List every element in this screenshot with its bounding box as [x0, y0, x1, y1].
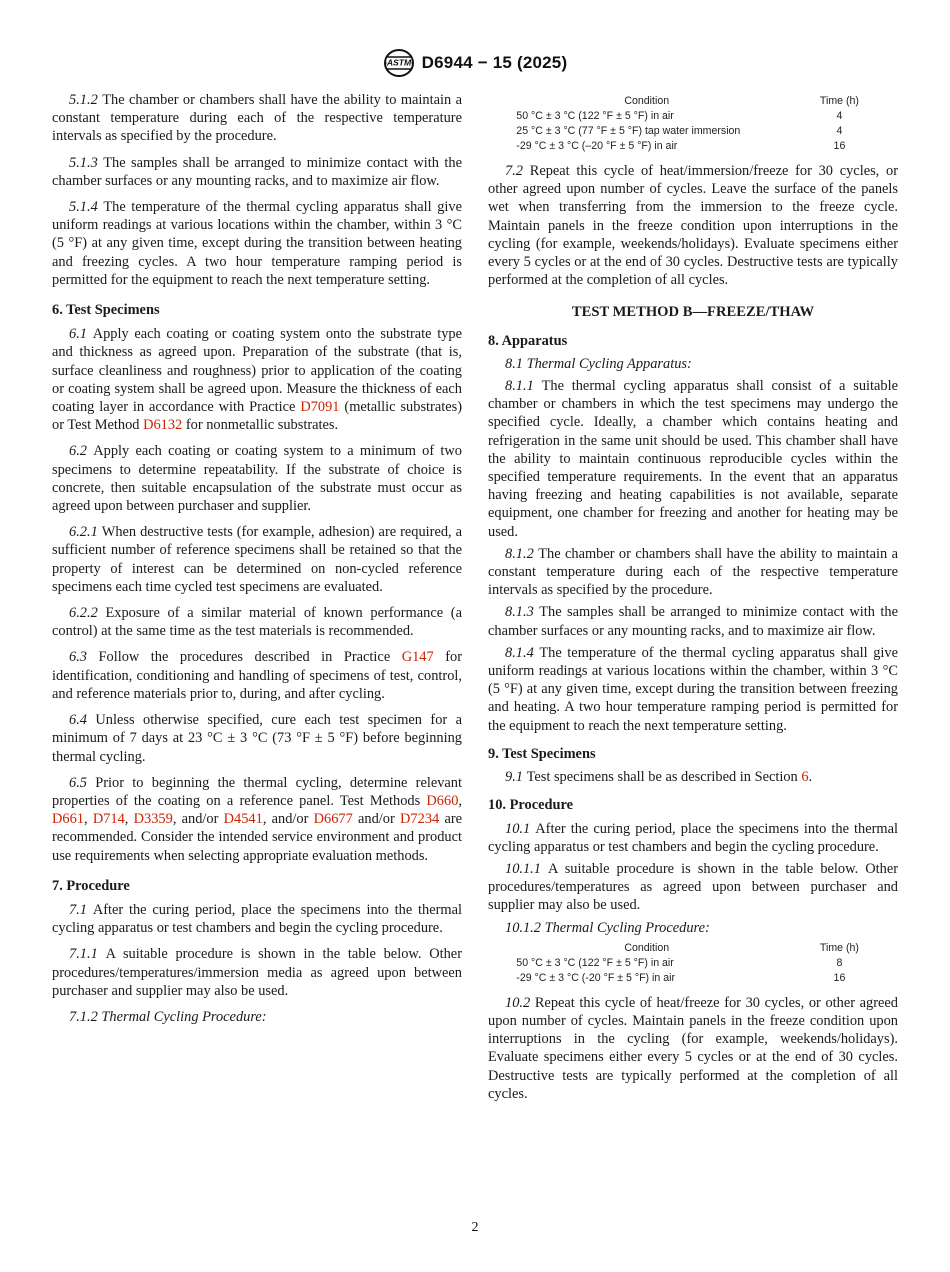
para-6-4 — [52, 711, 462, 766]
italic-run: 10.1.1 — [505, 860, 549, 877]
ref-link-D4541[interactable]: D4541 — [223, 811, 263, 828]
para-9-1 — [488, 768, 898, 786]
table-header-condition: Condition — [624, 941, 670, 954]
text-run: After the curing period, place the specimens into the thermal cycling apparatus or test chambers and begin the cycling procedure. — [52, 901, 463, 937]
italic-run: 6.3 — [69, 649, 99, 666]
text-run: The samples shall be arranged to minimize contact with the chamber surfaces or any mounting racks, and to maximize air flow. — [488, 604, 898, 639]
italic-run: 5.1.3 — [69, 154, 104, 171]
text-run: The temperature of the thermal cycling apparatus shall give uniform readings at various locations within the chamber, within 3 °C (5 °F) at any given time, except during the transition between heating and freezing cycles. A two hour temperature ramping period is permitted for the equipment to reach the next temperature setting. — [52, 199, 462, 288]
astm-logo — [383, 48, 415, 78]
italic-run: 7.2 — [505, 163, 530, 179]
ref-link-D7234[interactable]: D7234 — [400, 811, 440, 828]
para-8-1-1 — [488, 377, 898, 541]
text-run: The temperature of the thermal cycling apparatus shall give uniform readings at various locations within the chamber, within 3 °C (5 °F) at any given time, except during the transition between freezing and heating. A two hour temperature ramping period is permitted for the equipment to reach the next temperature setting. — [488, 644, 898, 734]
section-heading-8: 8. Apparatus — [488, 332, 568, 349]
text-run: Repeat this cycle of heat/immersion/freeze for 30 cycles, or other agreed upon number of cycles. Leave the surface of the panels wet when transferring from the immersion to the freeze cycle. Maintain panels in the freeze condition upon interruptions in the cycling (for example, weekends/holidays). Evaluate specimens either every 5 cycles or at the end of 30 cycles. Destructive tests are typically performed at the completion of all cycles. — [488, 163, 898, 289]
astm-logo-icon — [383, 48, 415, 78]
left-column — [52, 91, 462, 1107]
section-heading-7: 7. Procedure — [52, 877, 130, 894]
para-5-1-3 — [52, 154, 462, 190]
italic-run: 7.1 — [69, 901, 93, 918]
italic-run: 8.1.1 — [505, 378, 542, 395]
para-7-1-2 — [52, 1008, 462, 1026]
cell-condition: -29 °C ± 3 °C (-20 °F ± 5 °F) in air — [516, 971, 675, 984]
text-run: The thermal cycling apparatus shall consist of a suitable chamber or chambers in which the test specimens may undergo the specified cycle. Ideally, a chamber which contains heating and refrigeration in the same unit should be used. This chamber shall have the ability to maintain continuous reproducible cycles within the specified temperature requirements. In the event that an apparatus having freezing and heating capabilities is not available, separate equipment, one chamber for freezing and another for heating may be used. — [488, 378, 898, 540]
text-run: The chamber or chambers shall have the ability to maintain a constant temperature during each of the respective temperature intervals as specified by the procedure. — [488, 545, 898, 599]
text-run: Exposure of a similar material of known performance (a control) at the same time as the test materials is recommended. — [52, 605, 462, 640]
section-heading-6: 6. Test Specimens — [52, 302, 160, 319]
table-header-row — [500, 94, 885, 109]
para-7-2 — [488, 162, 898, 289]
document-body — [52, 91, 898, 1107]
section-heading-10: 10. Procedure — [488, 797, 573, 814]
text-run: , — [124, 811, 134, 828]
italic-run: 8.1.3 — [505, 604, 540, 621]
para-6-1 — [52, 325, 462, 434]
para-6-2-1 — [52, 523, 462, 596]
cell-time: 16 — [833, 140, 846, 152]
text-run: Follow the procedures described in Practice — [98, 649, 402, 666]
ref-link-D6677[interactable]: D6677 — [313, 811, 353, 828]
text-run: When destructive tests (for example, adhesion) are required, a sufficient number of reference specimens shall be retained so that the property of interest can be determined on non-cycled reference specimens each time cycled test specimens are evaluated. — [52, 524, 462, 595]
cell-condition: -29 °C ± 3 °C (–20 °F ± 5 °F) in air — [516, 140, 678, 152]
method-heading-method-b: TEST METHOD B—FREEZE/THAW — [571, 304, 815, 321]
text-run: are recommended. Consider the intended service environment and product use requirements when selecting appropriate evaluation methods. — [52, 811, 463, 864]
ref-link-D7091[interactable]: D7091 — [300, 399, 340, 416]
cell-time: 16 — [833, 971, 846, 984]
para-5-1-4 — [52, 198, 462, 289]
thermal-cycling-table-b — [500, 941, 885, 986]
table-row — [500, 956, 885, 971]
para-8-1 — [488, 355, 898, 373]
italic-run: 6.2.2 — [69, 605, 106, 622]
italic-run: 6.2.1 — [69, 524, 102, 541]
para-10-2 — [488, 994, 898, 1103]
text-run: The chamber or chambers shall have the ability to maintain a constant temperature during each of the respective temperature intervals as specified by the procedure. — [52, 92, 462, 145]
italic-run: 6.2 — [69, 443, 94, 460]
italic-run: 8.1 — [505, 355, 527, 372]
para-10-1-2 — [488, 919, 898, 937]
table-header-row — [500, 941, 885, 956]
text-run: . — [808, 769, 813, 786]
text-run: Unless otherwise specified, cure each test specimen for a minimum of 7 days at 23 °C ± 3 °C (73 °F ± 5 °F) before beginning thermal cycling. — [52, 712, 462, 765]
italic-run: 8.1.4 — [505, 644, 540, 661]
para-6-2 — [52, 442, 462, 515]
right-column — [488, 91, 898, 1107]
text-run: After the curing period, place the specimens into the thermal cycling apparatus or test chambers and begin the cycling procedure. — [488, 820, 899, 855]
table-row — [500, 109, 885, 124]
italic-run: 5.1.2 — [69, 92, 103, 108]
ref-link-D714[interactable]: D714 — [92, 811, 125, 828]
para-5-1-2 — [52, 91, 462, 146]
doc-footer — [0, 1220, 950, 1236]
italic-run: 10.1 — [505, 820, 536, 837]
para-10-1-1 — [488, 860, 898, 915]
text-run: Apply each coating or coating system to a minimum of two specimens to determine repeatability. If the substrate of choice is concrete, then suitable encapsulation of the substrate must occur as agreed upon between purchaser and supplier. — [52, 443, 462, 515]
italic-run: 9.1 — [505, 769, 527, 786]
para-6-3 — [52, 648, 462, 703]
page-number: 2 — [471, 1220, 479, 1235]
para-8-1-4 — [488, 644, 898, 735]
text-run: The samples shall be arranged to minimize contact with the chamber surfaces or any mounting racks, and to maximize air flow. — [52, 154, 462, 189]
italic-run: 8.1.2 — [505, 545, 539, 562]
ref-link-6[interactable]: 6 — [801, 769, 809, 786]
cell-condition: 25 °C ± 3 °C (77 °F ± 5 °F) tap water immersion — [516, 125, 741, 137]
text-run: Apply each coating or coating system onto the substrate type and thickness as agreed upon. Preparation of the substrate (that is, surface cleanliness and roughness) prior to application of the coating or coating system shall be agreed upon. Measure the thickness of each coating layer in accordance with Practice — [52, 326, 463, 416]
thermal-cycling-table-a — [500, 94, 885, 154]
text-run: and/or — [352, 811, 401, 828]
ref-link-D6132[interactable]: D6132 — [143, 417, 183, 434]
doc-title: D6944 − 15 (2025) — [421, 53, 568, 72]
italic-run: Thermal Cycling Procedure: — [544, 919, 710, 936]
italic-run: 6.5 — [69, 774, 96, 791]
table-row — [500, 124, 885, 139]
para-7-1 — [52, 901, 462, 937]
text-run: for nonmetallic substrates. — [182, 417, 339, 434]
para-8-1-2 — [488, 545, 898, 600]
section-heading-9: 9. Test Specimens — [488, 745, 596, 762]
table-header-time: Time (h) — [819, 941, 859, 954]
text-run: , and/or — [172, 811, 224, 828]
table-row — [500, 971, 885, 986]
cell-time: 8 — [836, 956, 843, 969]
italic-run: 6.4 — [69, 712, 96, 729]
para-10-1 — [488, 820, 898, 856]
text-run: Test specimens shall be as described in Section — [526, 769, 802, 786]
table-header-time: Time (h) — [819, 95, 859, 107]
text-run: A suitable procedure is shown in the table below. Other procedures/temperatures/immersion media as agreed upon between purchaser and supplier may also be used. — [52, 946, 462, 999]
text-run: A suitable procedure is shown in the table below. Other procedures/temperatures as agreed upon between purchaser and supplier may also be used. — [488, 860, 899, 914]
text-run: Repeat this cycle of heat/freeze for 30 cycles, or other agreed upon number of cycles. Maintain panels in the freeze condition upon interruptions in the cycling (for example, weekends/holidays). Evaluate specimens either every 5 cycles or at the end of 30 cycles. Destructive tests are typically performed at the completion of all cycles. — [488, 994, 898, 1102]
italic-run: 6.1 — [69, 326, 93, 343]
table-header-condition: Condition — [624, 95, 670, 107]
ref-link-G147[interactable]: G147 — [401, 649, 434, 666]
para-7-1-1 — [52, 945, 462, 1000]
text-run: , — [83, 811, 93, 828]
ref-link-D661[interactable]: D661 — [52, 811, 84, 828]
cell-time: 4 — [836, 110, 843, 122]
ref-link-D660[interactable]: D660 — [426, 792, 459, 809]
svg-text:ASTM: ASTM — [386, 57, 411, 68]
italic-run: 7.1.2 — [69, 1008, 102, 1025]
text-run: (metallic substrates) or Test Method — [52, 399, 462, 434]
cell-condition: 50 °C ± 3 °C (122 °F ± 5 °F) in air — [516, 956, 674, 969]
italic-run: Thermal Cycling Apparatus: — [526, 355, 692, 372]
italic-run: 10.2 — [505, 994, 535, 1011]
para-6-2-2 — [52, 604, 462, 640]
doc-header — [0, 48, 950, 78]
italic-run: 7.1.1 — [69, 946, 106, 963]
text-run: , and/or — [262, 811, 314, 828]
cell-condition: 50 °C ± 3 °C (122 °F ± 5 °F) in air — [516, 110, 674, 122]
cell-time: 4 — [836, 125, 843, 137]
italic-run: Thermal Cycling Procedure: — [101, 1008, 267, 1025]
para-8-1-3 — [488, 603, 898, 639]
italic-run: 10.1.2 — [505, 919, 545, 936]
text-run: Prior to beginning the thermal cycling, determine relevant properties of the coating on a reference panel. Test Methods — [52, 774, 463, 809]
ref-link-D3359[interactable]: D3359 — [133, 811, 173, 828]
para-6-5 — [52, 774, 462, 865]
table-row — [500, 139, 885, 154]
italic-run: 5.1.4 — [69, 199, 104, 216]
text-run: for identification, conditioning and handling of specimens of test, control, and reference materials prior to, during, and after cycling. — [52, 649, 462, 702]
text-run: , — [458, 792, 462, 809]
